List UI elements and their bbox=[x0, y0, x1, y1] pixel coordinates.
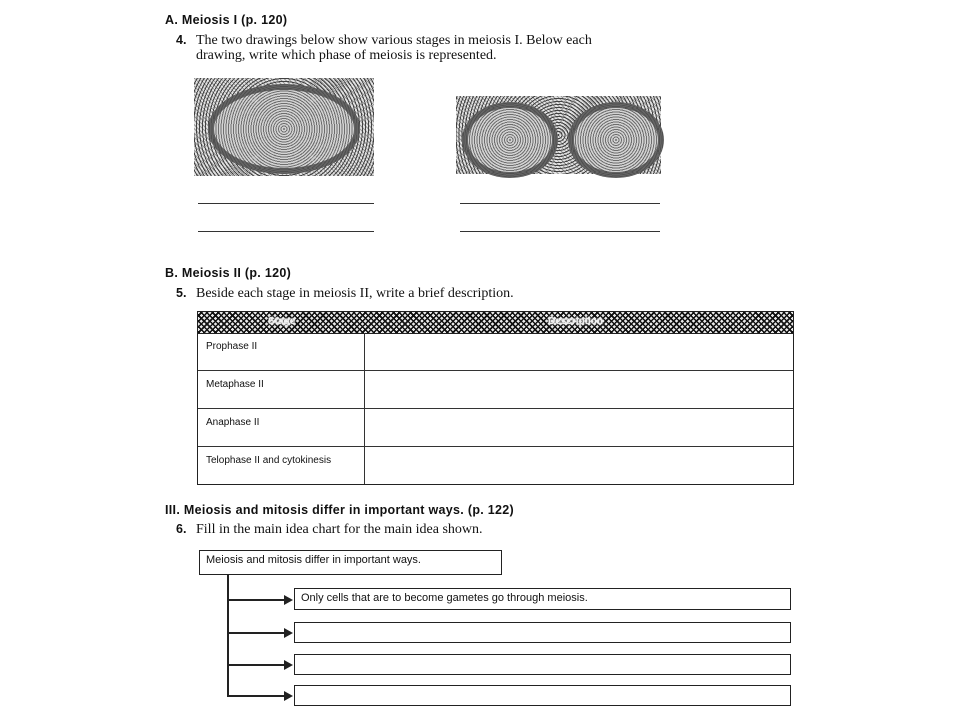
cell-outline-1 bbox=[208, 84, 360, 174]
stage-label: Anaphase II bbox=[206, 417, 260, 428]
meiosis-drawing-1 bbox=[194, 78, 374, 176]
question-6-number: 6. bbox=[176, 522, 187, 536]
drawing-2-answer-line-2[interactable] bbox=[460, 231, 660, 232]
stage-label: Telophase II and cytokinesis bbox=[206, 455, 332, 466]
meiosis-drawing-2 bbox=[456, 96, 661, 174]
stage-label: Metaphase II bbox=[206, 379, 264, 390]
question-4-text-line1: The two drawings below show various stages in meiosis I. Below each bbox=[196, 33, 592, 48]
detail-box[interactable]: Only cells that are to become gametes go through meiosis. bbox=[294, 588, 791, 610]
drawing-1-answer-line-1[interactable] bbox=[198, 203, 374, 204]
header-stage: Stage bbox=[268, 316, 296, 327]
question-6-text: Fill in the main idea chart for the main idea shown. bbox=[196, 522, 483, 537]
arrow-right-icon bbox=[284, 691, 293, 701]
arrow-right-icon bbox=[284, 660, 293, 670]
table-header bbox=[198, 312, 793, 334]
description-cell-prophase-ii[interactable] bbox=[365, 333, 793, 371]
description-cell-telophase-ii[interactable] bbox=[365, 447, 793, 483]
question-5-text: Beside each stage in meiosis II, write a brief description. bbox=[196, 286, 514, 301]
chart-connector-vertical bbox=[227, 575, 229, 696]
question-4 bbox=[176, 33, 696, 63]
question-4-text-line2: drawing, write which phase of meiosis is represented. bbox=[196, 48, 497, 63]
section-iii-heading: III. Meiosis and mitosis differ in important ways. (p. 122) bbox=[165, 503, 515, 517]
cell-outline-2b bbox=[568, 102, 664, 178]
question-5 bbox=[176, 286, 676, 301]
question-4-number: 4. bbox=[176, 33, 187, 47]
cell-outline-2a bbox=[462, 102, 558, 178]
section-b-heading: B. Meiosis II (p. 120) bbox=[165, 266, 292, 280]
description-cell-metaphase-ii[interactable] bbox=[365, 371, 793, 409]
chart-connector bbox=[227, 695, 285, 697]
meiosis-ii-table bbox=[197, 311, 794, 485]
drawing-1-answer-line-2[interactable] bbox=[198, 231, 374, 232]
chart-connector bbox=[227, 632, 285, 634]
stage-label: Prophase II bbox=[206, 341, 258, 352]
drawing-2-answer-line-1[interactable] bbox=[460, 203, 660, 204]
chart-connector bbox=[227, 599, 285, 601]
chart-connector bbox=[227, 664, 285, 666]
arrow-right-icon bbox=[284, 628, 293, 638]
main-idea-box: Meiosis and mitosis differ in important ways. bbox=[199, 550, 502, 575]
detail-box[interactable] bbox=[294, 622, 791, 643]
arrow-right-icon bbox=[284, 595, 293, 605]
detail-box[interactable] bbox=[294, 685, 791, 706]
question-6 bbox=[176, 522, 676, 537]
section-a-heading: A. Meiosis I (p. 120) bbox=[165, 13, 288, 27]
detail-box[interactable] bbox=[294, 654, 791, 675]
question-5-number: 5. bbox=[176, 286, 187, 300]
description-cell-anaphase-ii[interactable] bbox=[365, 409, 793, 447]
header-description: Description bbox=[548, 316, 604, 327]
